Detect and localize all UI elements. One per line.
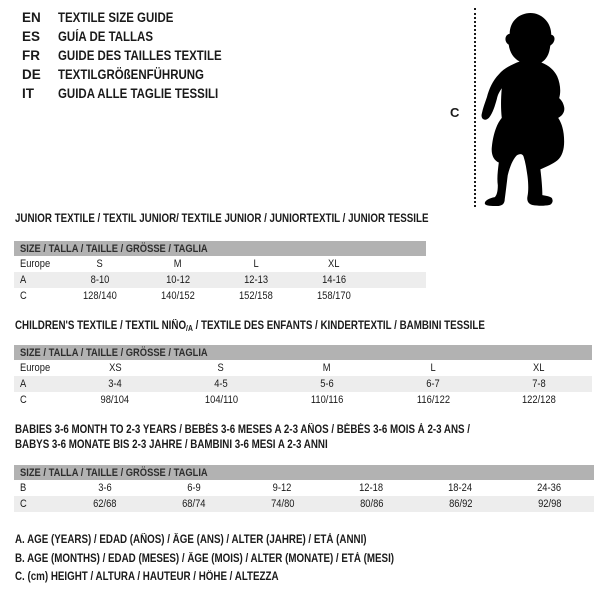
- babies-size-table: [14, 465, 594, 512]
- measurement-legend: [15, 531, 461, 587]
- babies-table-title: [15, 423, 550, 453]
- junior-size-table: [14, 241, 426, 304]
- legend-line-b: B. AGE (MONTHS) / EDAD (MESES) / ÂGE (MOIS) / ALTER (MONATE) / ETÀ (MESI): [15, 552, 395, 565]
- size-cell: L: [253, 258, 259, 270]
- size-cell: 98/104: [100, 394, 130, 406]
- empty-cell: [373, 256, 426, 272]
- children-table-title-text: CHILDREN'S TEXTILE / TEXTIL $NIÑO_{/A}$ / TEXTILE DES ENFANTS / KINDERTEXTIL / BAMBINI TESSILE: [15, 320, 485, 333]
- table-row: [14, 480, 594, 496]
- language-label: TEXTILE SIZE GUIDE: [58, 10, 174, 25]
- size-cell: 12-18: [359, 482, 384, 494]
- size-cell: 152/158: [239, 290, 273, 302]
- size-header-text: SIZE / TALLA / TAILLE / GRÖSSE / TAGLIA: [20, 466, 208, 479]
- size-cell: M: [323, 362, 331, 374]
- size-cell: 80/86: [359, 498, 384, 510]
- size-cell: 8-10: [90, 274, 110, 286]
- height-measure-dashed-line: [474, 8, 476, 207]
- size-cell: 104/110: [204, 394, 238, 406]
- empty-cell: [373, 288, 426, 304]
- language-label: GUIDA ALLE TAGLIE TESSILI: [58, 86, 219, 101]
- size-header-bar: [14, 465, 594, 480]
- row-label: C: [20, 290, 27, 302]
- language-label: GUIDE DES TAILLES TEXTILE: [58, 48, 222, 63]
- size-cell: L: [430, 362, 436, 374]
- size-header-text: SIZE / TALLA / TAILLE / GRÖSSE / TAGLIA: [20, 242, 208, 255]
- language-label: GUÍA DE TALLAS: [58, 29, 153, 44]
- table-row: [14, 256, 426, 272]
- size-cell: 6-9: [186, 482, 201, 494]
- legend-line-a: A. AGE (YEARS) / EDAD (AÑOS) / ÂGE (ANS) / ALTER (JAHRE) / ETÀ (ANNI): [15, 534, 367, 546]
- baby-silhouette: [479, 8, 578, 208]
- babies-title-line1: BABIES 3-6 MONTH TO 2-3 YEARS / BEBÉS 3-6 MESES A 2-3 AÑOS / BÉBÉS 3-6 MOIS À 2-3 ANS /: [15, 424, 471, 436]
- size-cell: 6-7: [426, 378, 440, 390]
- junior-table-title-text: JUNIOR TEXTILE / TEXTIL JUNIOR/ TEXTILE JUNIOR / JUNIORTEXTIL / JUNIOR TESSILE: [15, 213, 429, 225]
- row-label: A: [20, 378, 27, 390]
- language-label: TEXTILGRÖßENFÜHRUNG: [58, 67, 204, 82]
- size-cell: 24-36: [537, 482, 562, 494]
- size-cell: 4-5: [214, 378, 228, 390]
- size-cell: 62/68: [92, 498, 117, 510]
- table-row: [14, 392, 592, 408]
- subscript-a: /A: [186, 324, 193, 333]
- size-cell: 14-16: [322, 274, 346, 286]
- size-cell: 140/152: [161, 290, 195, 302]
- size-header-bar: [14, 241, 426, 256]
- size-cell: S: [217, 362, 225, 374]
- language-list: [22, 8, 251, 103]
- children-size-table: [14, 345, 592, 408]
- language-code: DE: [22, 67, 41, 82]
- language-code: FR: [22, 48, 40, 63]
- row-label: B: [20, 482, 27, 494]
- row-label: Europe: [20, 258, 51, 270]
- size-cell: 74/80: [270, 498, 295, 510]
- junior-table-title: [15, 212, 501, 227]
- size-cell: 122/128: [522, 394, 556, 406]
- size-cell: 158/170: [317, 290, 351, 302]
- size-header-bar: [14, 345, 592, 360]
- table-row: [14, 288, 426, 304]
- table-row: [14, 272, 426, 288]
- language-row-it: [22, 84, 251, 103]
- table-row: [14, 376, 592, 392]
- row-label: C: [20, 394, 27, 406]
- size-cell: 92/98: [537, 498, 562, 510]
- babies-title-line2: BABYS 3-6 MONATE BIS 2-3 JAHRE / BAMBINI 3-6 MESI A 2-3 ANNI: [15, 439, 328, 451]
- language-code: EN: [22, 10, 41, 25]
- row-label: C: [20, 498, 27, 510]
- size-cell: 12-13: [244, 274, 268, 286]
- children-table-title: [15, 319, 568, 336]
- size-cell: XL: [328, 258, 340, 270]
- size-cell: 110/116: [310, 394, 344, 406]
- language-row-en: [22, 8, 251, 27]
- height-measure-label: C: [450, 105, 460, 120]
- language-row-fr: [22, 46, 251, 65]
- size-cell: 3-6: [97, 482, 112, 494]
- size-header-text: SIZE / TALLA / TAILLE / GRÖSSE / TAGLIA: [20, 346, 208, 359]
- size-cell: 116/122: [416, 394, 450, 406]
- row-label: Europe: [20, 362, 51, 374]
- size-cell: S: [96, 258, 104, 270]
- size-cell: 5-6: [320, 378, 334, 390]
- size-cell: XL: [533, 362, 545, 374]
- size-cell: M: [174, 258, 182, 270]
- size-cell: 10-12: [166, 274, 190, 286]
- size-cell: 86/92: [448, 498, 473, 510]
- language-row-es: [22, 27, 251, 46]
- size-cell: 68/74: [181, 498, 206, 510]
- language-row-de: [22, 65, 251, 84]
- size-cell: XS: [108, 362, 122, 374]
- size-cell: 128/140: [83, 290, 117, 302]
- size-cell: 7-8: [532, 378, 546, 390]
- legend-line-c: C. (cm) HEIGHT / ALTURA / HAUTEUR / HÖHE / ALTEZZA: [15, 571, 279, 584]
- empty-cell: [373, 272, 426, 288]
- language-code: IT: [22, 86, 34, 101]
- size-cell: 18-24: [448, 482, 473, 494]
- table-row: [14, 360, 592, 376]
- row-label: A: [20, 274, 27, 286]
- size-cell: 3-4: [108, 378, 122, 390]
- size-cell: 9-12: [273, 482, 292, 494]
- table-row: [14, 496, 594, 512]
- language-code: ES: [22, 29, 41, 44]
